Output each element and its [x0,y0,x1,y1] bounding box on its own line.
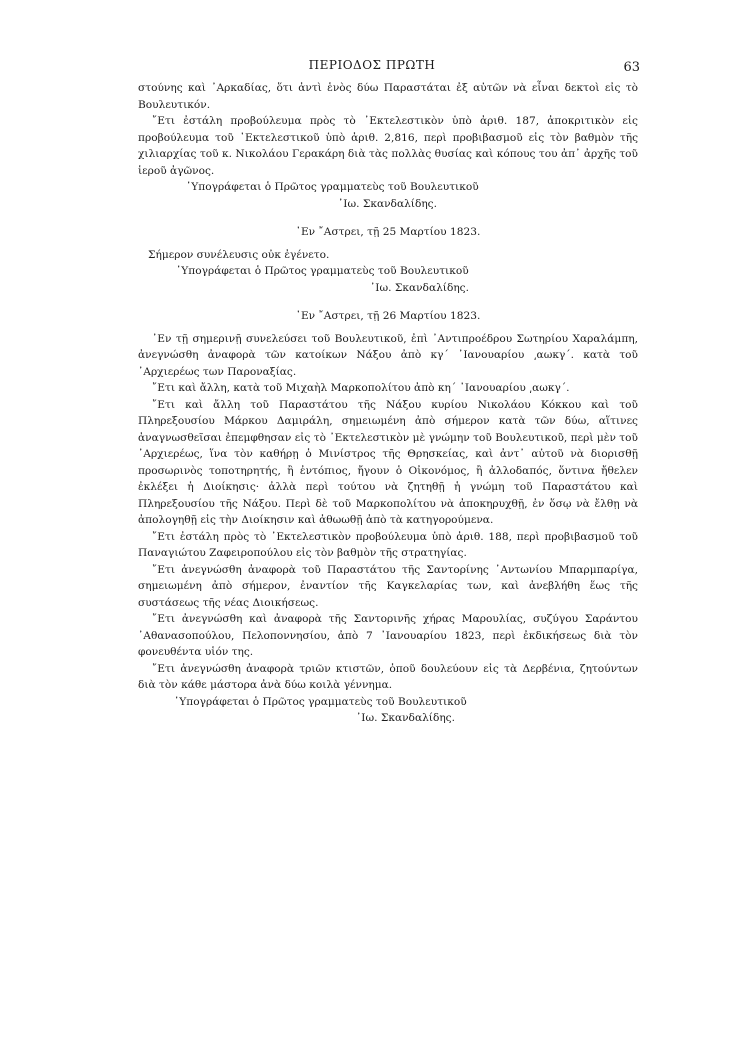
signature-name: ᾿Ιω. Σκανδαλίδης. [338,197,437,210]
signature-line: ῾Υπογράφεται ὁ Πρῶτος γραμματεὺς τοῦ Βουλευτικοῦ [174,695,467,708]
page-header [0,58,744,78]
date-heading-25-march: ᾿Εν ῎Αστρει, τῇ 25 Μαρτίου 1823. [295,226,481,238]
paragraph-barbariga: ῎Ετι ἀνεγνώσθη ἀναφορὰ τοῦ Παραστάτου τῆς Σαντορίνης ᾿Αντωνίου Μπαρμπαρίγα, σημειωμένη ἀπὸ σήμερον, ἐναντίον τῆς Καγκελαρίας των, καὶ ἀνεβλήθη ἕως τῆς συστάσεως τῆς νέας Διοικήσεως. [138,563,638,609]
paragraph-kokkos-damiralis: ῎Ετι καὶ ἄλλη τοῦ Παραστάτου τῆς Νάξου κυρίου Νικολάου Κόκκου καὶ τοῦ Πληρεξουσίου Μάρκου Δαμιράλη, σημειωμένη ἀπὸ σήμερον κατὰ τῶν δύω, αἵτινες ἀναγνωσθεῖσαι ἐπεμφθησαν εἰς τὸ ᾿Εκτελεστικὸν μὲ γνώμην τοῦ Βουλευτικοῦ, περὶ μὲν τοῦ ᾿Αρχιερέως, ἵνα τὸν καθήρῃ ὁ Μινίστρος τῆς Θρησκείας, καὶ ἀντ᾿ αὐτοῦ νὰ διορισθῇ προσωρινὸς τοποτηρητής, ἢ ἐντόπιος, ἤγουν ὁ Οἰκονόμος, ἢ ἀλλοδαπός, ὅντινα ἤθελεν ἐκλέξει ἡ Διοίκησις· ἀλλὰ περὶ τούτου νὰ ζητηθῇ ἡ γνώμη τοῦ Παραστάτου καὶ Πληρεξουσίου τῆς Νάξου. Περὶ δὲ τοῦ Μαρκοπολίτου νὰ ἀποκηρυχθῇ, ἐν ὅσῳ νὰ ἔλθῃ νὰ ἀπολογηθῇ εἰς τὴν Διοίκησιν καὶ ἀθωωθῇ ἀπὸ τὰ κατηγορούμενα. [138,398,638,526]
paragraph-no-session: Σήμερον συνέλευσις οὐκ ἐγένετο. [148,248,330,261]
paragraph-builders: ῎Ετι ἀνεγνώσθη ἀναφορὰ τριῶν κτιστῶν, ὁποῦ δουλεύουν εἰς τὰ Δερβένια, ζητούντων διὰ τὸν κάθε μάστορα ἀνὰ δύω κοιλὰ γέννημα. [138,662,638,691]
body-text [138,80,638,727]
paragraph-proboulevma-187: ῎Ετι ἐστάλη προβούλευμα πρὸς τὸ ᾿Εκτελεστικὸν ὑπὸ ἀριθ. 187, ἀποκριτικὸν εἰς προβούλευμα τοῦ ᾿Εκτελεστικοῦ ὑπὸ ἀριθ. 2,816, περὶ προβιβασμοῦ εἰς τὸν βαθμὸν τῆς χιλιαρχίας τοῦ κ. Νικολάου Γερακάρη διὰ τὰς πολλὰς θυσίας καὶ κόπους του ἀπ᾿ ἀρχῆς τοῦ ἱεροῦ ἀγῶνος. [138,115,638,177]
signature-name: ᾿Ιω. Σκανδαλίδης. [356,712,455,724]
paragraph-markopolitis: ῎Ετι καὶ ἄλλη, κατὰ τοῦ Μιχαὴλ Μαρκοπολίτου ἀπὸ κη´ ᾿Ιανουαρίου ͵αωκγ´. [152,382,570,394]
paragraph-continuation: στούνης καὶ ᾿Αρκαδίας, ὅτι ἀντὶ ἑνὸς δύω Παραστάται ἐξ αὐτῶν νὰ εἶναι δεκτοὶ εἰς τὸ Βουλευτικόν. [138,82,638,111]
signature-name: ᾿Ιω. Σκανδαλίδης. [370,281,469,294]
signature-line: ῾Υπογράφεται ὁ Πρῶτος γραμματεὺς τοῦ Βουλευτικοῦ [176,265,469,277]
signature-line: ῾Υπογράφεται ὁ Πρῶτος γραμματεὺς τοῦ Βουλευτικοῦ [186,181,479,193]
date-heading-26-march: ᾿Εν ῎Αστρει, τῇ 26 Μαρτίου 1823. [295,310,481,322]
paragraph-maroulia: ῎Ετι ἀνεγνώσθη καὶ ἀναφορὰ τῆς Σαντορινῆς χήρας Μαρουλίας, συζύγου Σαράντου ᾿Αθανασοπούλου, Πελοποννησίου, ἀπὸ 7 ᾿Ιανουαρίου 1823, περὶ ἐκδικήσεως διὰ τὸν φονευθέντα υἱόν της. [138,613,638,658]
paragraph-proboulevma-188: ῎Ετι ἐστάλη πρὸς τὸ ᾿Εκτελεστικὸν προβούλευμα ὑπὸ ἀριθ. 188, περὶ προβιβασμοῦ τοῦ Παναγιώτου Ζαφειροπούλου εἰς τὸν βαθμὸν τῆς στρατηγίας. [138,530,638,559]
paragraph-session-naxos: ᾿Εν τῇ σημερινῇ συνελεύσει τοῦ Βουλευτικοῦ, ἐπὶ ᾿Αντιπροέδρου Σωτηρίου Χαραλάμπη, ἀνεγνώσθη ἀναφορὰ τῶν κατοίκων Νάξου ἀπὸ κγ´ ᾿Ιανουαρίου ͵αωκγ´. κατὰ τοῦ ᾿Αρχιερέως των Παροναξίας. [138,332,638,378]
page-number: 63 [623,60,640,75]
running-title: ΠΕΡΙΟΔΟΣ ΠΡΩΤΗ [308,58,436,72]
